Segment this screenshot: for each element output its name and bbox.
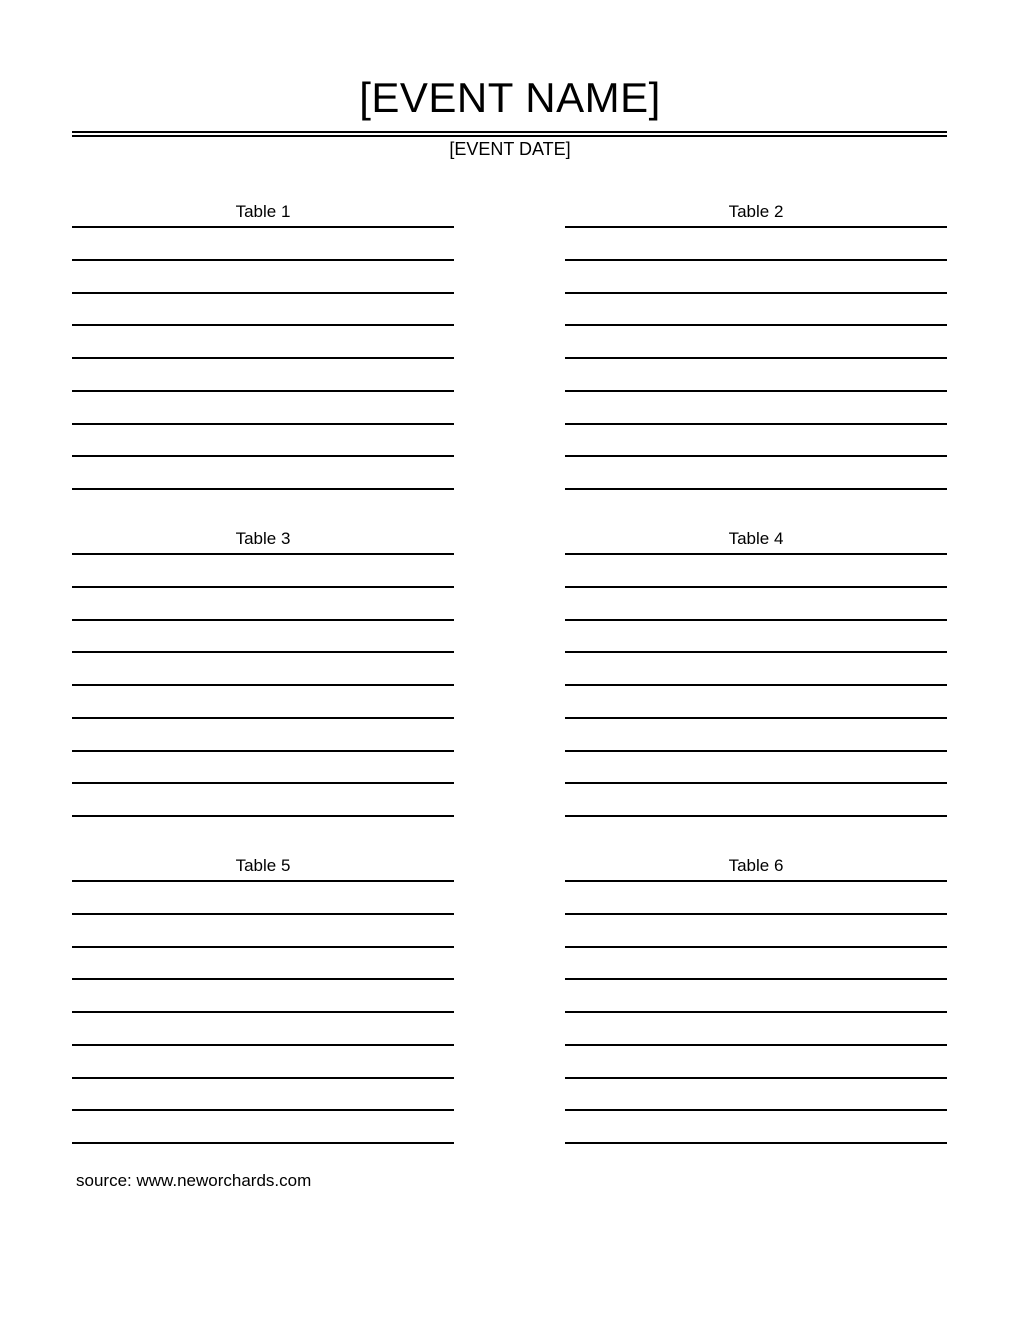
table-label: Table 3 xyxy=(235,529,291,548)
guest-name-line[interactable] xyxy=(72,717,454,719)
guest-name-line[interactable] xyxy=(565,1109,947,1111)
table-label: Table 4 xyxy=(728,529,784,548)
guest-name-line[interactable] xyxy=(565,324,947,326)
guest-name-line[interactable] xyxy=(565,684,947,686)
guest-name-line[interactable] xyxy=(72,1011,454,1013)
guest-name-line[interactable] xyxy=(72,488,454,490)
table-label: Table 2 xyxy=(728,202,784,221)
guest-name-line[interactable] xyxy=(72,815,454,817)
guest-name-line[interactable] xyxy=(565,619,947,621)
guest-name-line[interactable] xyxy=(565,292,947,294)
guest-name-line[interactable] xyxy=(72,390,454,392)
page-title: [EVENT NAME] xyxy=(359,74,661,121)
event-date: [EVENT DATE] xyxy=(449,139,571,159)
table-label: Table 5 xyxy=(235,856,291,875)
guest-name-line[interactable] xyxy=(72,1109,454,1111)
guest-name-line[interactable] xyxy=(72,1077,454,1079)
guest-name-line[interactable] xyxy=(72,423,454,425)
table-label: Table 6 xyxy=(728,856,784,875)
guest-name-line[interactable] xyxy=(565,226,947,228)
title-divider-bottom xyxy=(72,135,947,137)
guest-name-line[interactable] xyxy=(72,913,454,915)
guest-name-line[interactable] xyxy=(72,226,454,228)
guest-name-line[interactable] xyxy=(565,815,947,817)
guest-name-line[interactable] xyxy=(565,1142,947,1144)
guest-name-line[interactable] xyxy=(72,978,454,980)
guest-name-line[interactable] xyxy=(72,1142,454,1144)
guest-name-line[interactable] xyxy=(72,880,454,882)
guest-name-line[interactable] xyxy=(565,259,947,261)
guest-name-line[interactable] xyxy=(565,586,947,588)
guest-name-line[interactable] xyxy=(565,1077,947,1079)
guest-name-line[interactable] xyxy=(72,455,454,457)
guest-name-line[interactable] xyxy=(565,750,947,752)
guest-name-line[interactable] xyxy=(565,1011,947,1013)
guest-name-line[interactable] xyxy=(565,978,947,980)
guest-name-line[interactable] xyxy=(565,880,947,882)
guest-name-line[interactable] xyxy=(565,423,947,425)
guest-name-line[interactable] xyxy=(72,946,454,948)
guest-name-line[interactable] xyxy=(565,651,947,653)
guest-name-line[interactable] xyxy=(565,717,947,719)
guest-name-line[interactable] xyxy=(72,619,454,621)
guest-name-line[interactable] xyxy=(565,455,947,457)
guest-name-line[interactable] xyxy=(565,946,947,948)
guest-name-line[interactable] xyxy=(565,553,947,555)
guest-name-line[interactable] xyxy=(565,488,947,490)
guest-name-line[interactable] xyxy=(565,1044,947,1046)
guest-name-line[interactable] xyxy=(72,586,454,588)
guest-name-line[interactable] xyxy=(72,292,454,294)
guest-name-line[interactable] xyxy=(72,324,454,326)
guest-name-line[interactable] xyxy=(72,684,454,686)
guest-name-line[interactable] xyxy=(565,357,947,359)
guest-name-line[interactable] xyxy=(72,651,454,653)
guest-name-line[interactable] xyxy=(565,390,947,392)
source-note: source: www.neworchards.com xyxy=(76,1171,312,1190)
guest-name-line[interactable] xyxy=(72,259,454,261)
guest-name-line[interactable] xyxy=(72,750,454,752)
guest-name-line[interactable] xyxy=(72,1044,454,1046)
table-label: Table 1 xyxy=(235,202,291,221)
title-divider-top xyxy=(72,131,947,133)
guest-name-line[interactable] xyxy=(565,782,947,784)
guest-name-line[interactable] xyxy=(565,913,947,915)
guest-name-line[interactable] xyxy=(72,782,454,784)
guest-name-line[interactable] xyxy=(72,357,454,359)
guest-name-line[interactable] xyxy=(72,553,454,555)
